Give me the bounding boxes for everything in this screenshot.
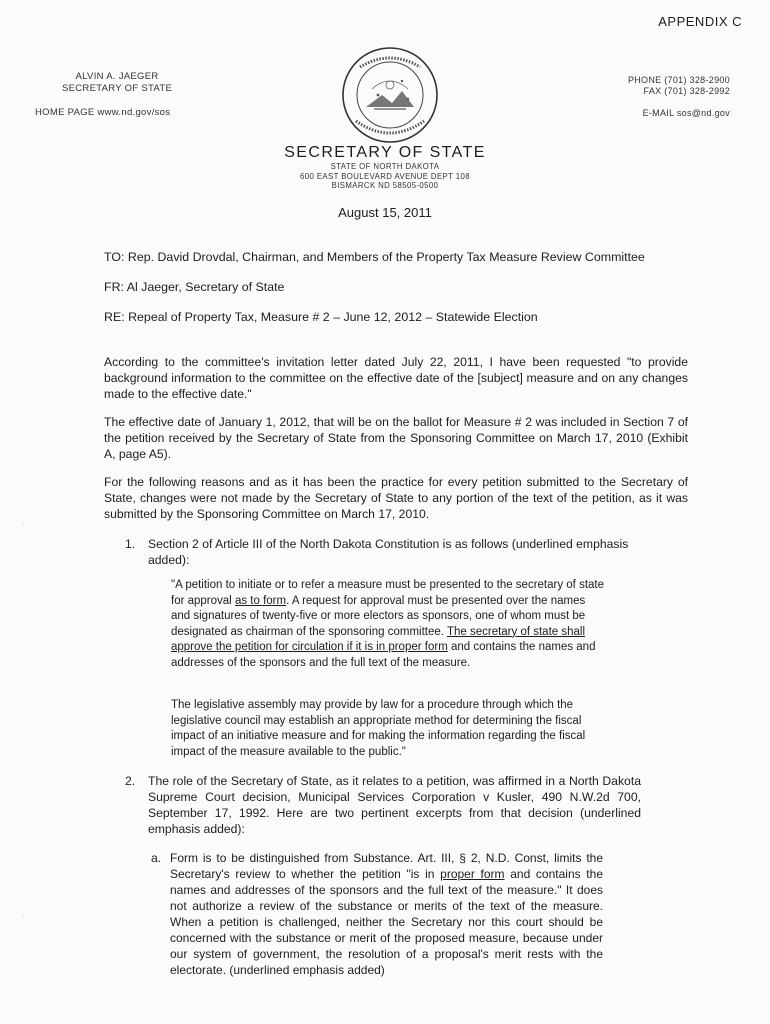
appendix-label: APPENDIX C (658, 14, 742, 29)
memo-from: FR: Al Jaeger, Secretary of State (104, 280, 285, 294)
letterhead-right (628, 75, 730, 119)
scan-speck: · (22, 520, 25, 529)
office-header (0, 144, 770, 191)
email-line: E-MAIL sos@nd.gov (642, 108, 730, 118)
constitution-quote-2: The legislative assembly may provide by law for a procedure through which the legislative council may establish an appropriate method for determining the fiscal impact of an initiative measure and for making the information regarding the fiscal impact of the measure available to the public." (171, 699, 586, 758)
office-title: SECRETARY OF STATE (284, 144, 486, 161)
item-2-text: The role of the Secretary of State, as it relates to a petition, was affirmed in a North Dakota Supreme Court decision, Municipal Services Corporation v Kusler, 490 N.W.2d 700, September 17, 1992. Here are two pertinent excerpts from that decision (underlined emphasis added): (148, 774, 641, 836)
fax-line: FAX (701) 328-2992 (643, 86, 730, 96)
letterhead-left (35, 71, 173, 118)
paragraph-3: For the following reasons and as it has been the practice for every petition submitted to the Secretary of State, changes were not made by the Secretary of State to any portion of the text of the petition, as it was submitted by the Sponsoring Committee on March 17, 2010. (104, 475, 688, 521)
item-2-number: 2. (125, 774, 136, 788)
phone-line: PHONE (701) 328-2900 (627, 75, 730, 85)
constitution-quote-1: "A petition to initiate or to refer a measure must be presented to the secretary of state for approval as to form. A request for approval must be presented over the names and signatures of twenty-five or more electors as sponsors, one of whom must be designated as chairman of the sponsoring committee. The secretary of state shall approve the petition for circulation if it is in proper form and contains the names and addresses of the sponsors and the full text of the measure. (171, 579, 605, 669)
item-1-number: 1. (125, 537, 136, 551)
paragraph-1: According to the committee's invitation letter dated July 22, 2011, I have been requested "to provide background information to the committee on the effective date of the [subject] measure and on any changes made to the effective date." (104, 355, 688, 401)
letter-date: August 15, 2011 (338, 205, 432, 220)
state-seal-icon (340, 45, 440, 145)
homepage-line: HOME PAGE www.nd.gov/sos (35, 107, 171, 118)
excerpt-a-label: a. (151, 851, 162, 865)
office-address-2: BISMARCK ND 58505-0500 (331, 181, 439, 190)
memo-to: TO: Rep. David Drovdal, Chairman, and Members of the Property Tax Measure Review Committee (104, 250, 645, 264)
secretary-title: SECRETARY OF STATE (62, 83, 173, 94)
paragraph-2: The effective date of January 1, 2012, that will be on the ballot for Measure # 2 was included in Section 7 of the petition received by the Secretary of State from the Sponsoring Committee on March 17, 2010 (Exhibit A, page A5). (104, 415, 688, 461)
memo-re: RE: Repeal of Property Tax, Measure # 2 – June 12, 2012 – Statewide Election (104, 310, 538, 324)
secretary-name: ALVIN A. JAEGER (75, 71, 159, 82)
office-address-1: 600 EAST BOULEVARD AVENUE DEPT 108 (300, 171, 470, 181)
item-1-text: Section 2 of Article III of the North Dakota Constitution is as follows (underlined emphasis added): (148, 537, 629, 567)
excerpt-a-text: Form is to be distinguished from Substance. Art. III, § 2, N.D. Const, limits the Secretary's review to whether the petition "is in proper form and contains the names and addresses of the sponsors and the full text of the measure." It does not authorize a review of the substance or merits of the text of the measure. When a petition is challenged, neither the Secretary nor this court should be concerned with the substance or merit of the proposed measure, because under our system of government, the resolution of a proposal's merit rests with the electorate. (underlined emphasis added) (170, 851, 603, 977)
office-state: STATE OF NORTH DAKOTA (330, 162, 440, 171)
scan-speck: · (22, 912, 25, 921)
